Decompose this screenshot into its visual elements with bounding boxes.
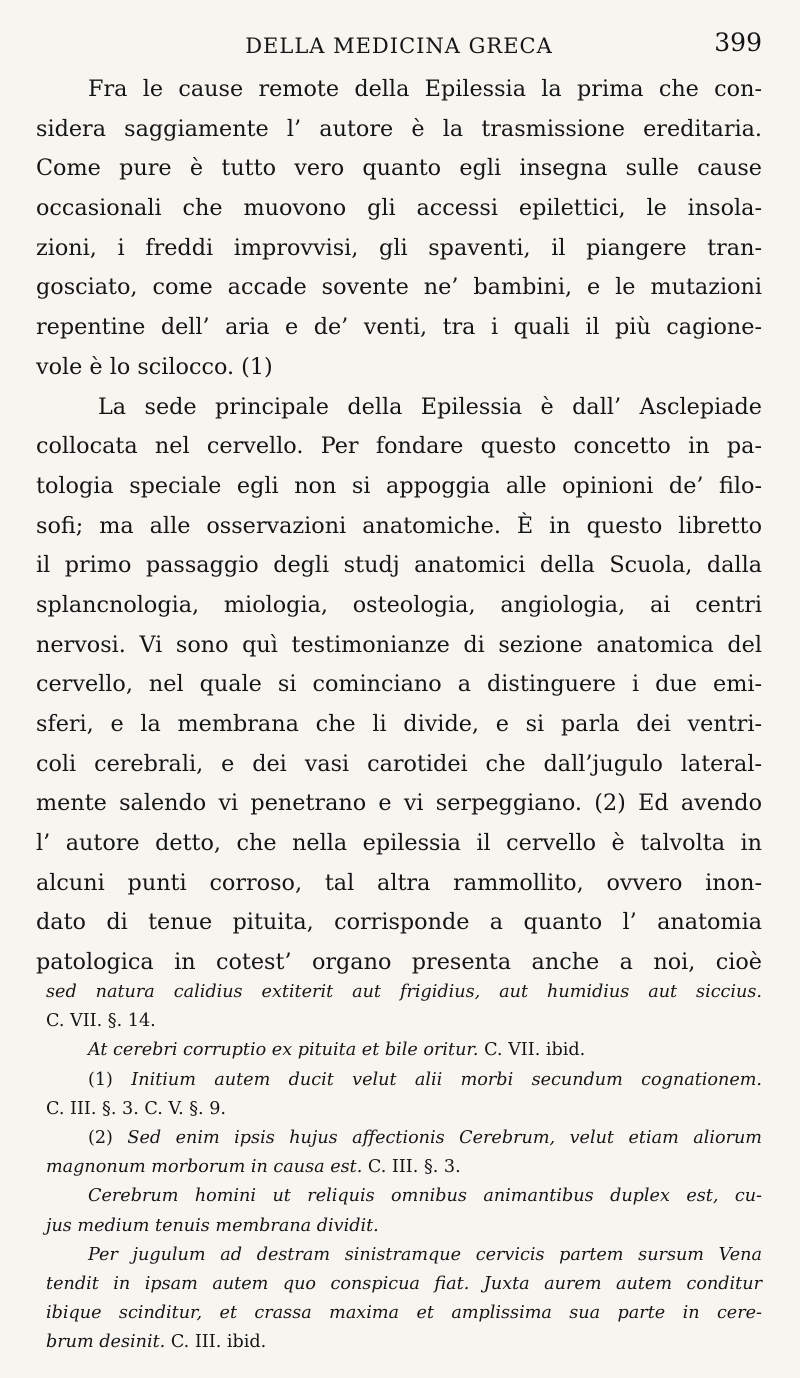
footnote-line <box>36 1124 762 1153</box>
text-line: tologia speciale egli non si appoggia alle opinioni de’ filo- <box>36 472 762 499</box>
footnote-latin-text: Per jugulum ad destram sinistramque cervicis partem sursum Vena <box>88 1244 762 1265</box>
text-line: patologica in cotest’ organo presenta anche a noi, cioè <box>36 949 762 976</box>
footnote-reference: (2) <box>88 1127 128 1148</box>
footnote-line <box>36 1095 762 1124</box>
footnote-line <box>36 978 762 1007</box>
text-line: collocata nel cervello. Per fondare questo concetto in pa- <box>36 433 762 460</box>
text-line: sidera saggiamente l’ autore è la trasmissione ereditaria. <box>36 115 762 142</box>
footnote-line <box>36 1270 762 1299</box>
footnote-latin-text: At cerebri corruptio ex pituita et bile oritur. <box>88 1040 479 1061</box>
page-number: 399 <box>714 28 762 57</box>
footnotes <box>36 978 762 1357</box>
footnote-line <box>36 1328 762 1357</box>
text-line: repentine dell’ aria e de’ venti, tra i quali il più cagione- <box>36 314 762 341</box>
page-header <box>36 28 762 64</box>
text-line: coli cerebrali, e dei vasi carotidei che dall’jugulo lateral- <box>36 750 762 777</box>
footnote-line <box>36 1036 762 1065</box>
text-line: Fra le cause remote della Epilessia la prima che con- <box>88 76 762 102</box>
text-line: nervosi. Vi sono quì testimonianze di sezione anatomica del <box>36 631 762 658</box>
footnote-latin-text: sed natura calidius extiterit aut frigidius, aut humidius aut siccius. <box>46 982 762 1002</box>
footnote-line <box>36 1299 762 1328</box>
footnote-line <box>36 1241 762 1270</box>
footnote-latin-text: Cerebrum homini ut reliquis omnibus animantibus duplex est, cu- <box>88 1186 762 1207</box>
text-line: il primo passaggio degli studj anatomici della Scuola, dalla <box>36 552 762 579</box>
footnote-reference: C. VII. §. 14. <box>46 1011 156 1032</box>
text-line: splancnologia, miologia, osteologia, angiologia, ai centri <box>36 591 762 618</box>
text-line: sofi; ma alle osservazioni anatomiche. È in questo libretto <box>36 512 762 539</box>
footnote-latin-text: brum desinit. <box>46 1332 166 1353</box>
footnote-latin-text: tendit in ipsam autem quo conspicua fiat. Juxta aurem autem conditur <box>46 1273 762 1294</box>
text-line: l’ autore detto, che nella epilessia il cervello è talvolta in <box>36 830 762 857</box>
footnote-line <box>36 1153 762 1182</box>
main-text <box>36 70 762 983</box>
footnote-latin-text: Sed enim ipsis hujus affectionis Cerebrum, velut etiam aliorum <box>127 1127 762 1148</box>
footnote-line <box>36 1007 762 1036</box>
footnote-reference: (1) <box>88 1069 132 1090</box>
text-line: cervello, nel quale si cominciano a distinguere i due emi- <box>36 671 762 698</box>
text-line: occasionali che muovono gli accessi epilettici, le insola- <box>36 195 762 222</box>
footnote-reference: C. III. §. 3. C. V. §. 9. <box>46 1098 227 1119</box>
text-line: zioni, i freddi improvvisi, gli spaventi, il piangere tran- <box>36 234 762 261</box>
footnote-line <box>36 1182 762 1211</box>
footnote-latin-text: jus medium tenuis membrana dividit. <box>46 1215 379 1236</box>
text-line: dato di tenue pituita, corrisponde a quanto l’ anatomia <box>36 909 762 936</box>
footnote-reference: C. VII. ibid. <box>478 1040 586 1061</box>
text-line: gosciato, come accade sovente ne’ bambini, e le mutazioni <box>36 274 762 301</box>
footnote-reference: C. III. §. 3. <box>362 1157 461 1178</box>
text-line: vole è lo scilocco. (1) <box>36 353 273 380</box>
text-line: alcuni punti corroso, tal altra rammollito, ovvero inon- <box>36 869 762 896</box>
footnote-reference: C. III. ibid. <box>165 1332 267 1353</box>
footnote-latin-text: Initium autem ducit velut alii morbi secundum cognationem. <box>131 1069 763 1090</box>
footnote-line <box>36 1212 762 1241</box>
footnote-line <box>36 1066 762 1095</box>
footnote-latin-text: ibique scinditur, et crassa maxima et amplissima sua parte in cere- <box>46 1303 762 1324</box>
footnote-latin-text: magnonum morborum in causa est. <box>46 1157 363 1178</box>
running-title: DELLA MEDICINA GRECA <box>245 34 553 58</box>
text-line: La sede principale della Epilessia è dall’ Asclepiade <box>98 393 762 420</box>
text-line: Come pure è tutto vero quanto egli insegna sulle cause <box>36 155 762 182</box>
text-line: mente salendo vi penetrano e vi serpeggiano. (2) Ed avendo <box>36 790 762 817</box>
text-line: sferi, e la membrana che li divide, e si parla dei ventri- <box>36 711 762 737</box>
